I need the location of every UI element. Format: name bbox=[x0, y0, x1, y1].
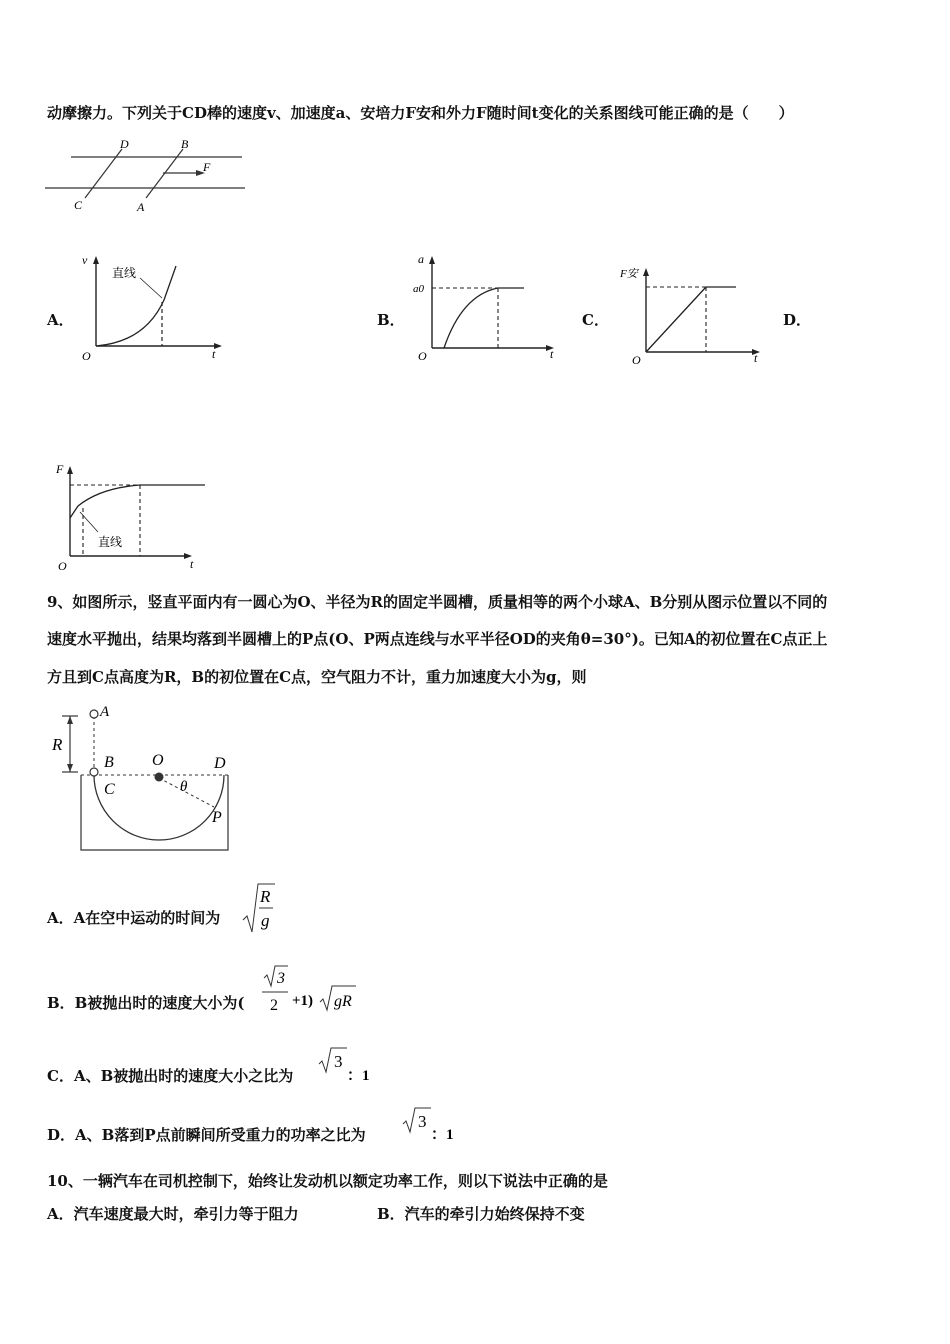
graph-b-a0-label: a0 bbox=[413, 283, 424, 295]
option-b-plus-one: +1) bbox=[292, 993, 314, 1009]
rail-label-b: B bbox=[181, 137, 189, 151]
fig-label-d: D bbox=[214, 755, 226, 772]
q10-stem: 10、一辆汽车在司机控制下，始终让发动机以额定功率工作，则以下说法中正确的是 bbox=[47, 1172, 608, 1190]
option-b-radicand: gR bbox=[334, 993, 352, 1010]
option-a-numerator: R bbox=[260, 887, 271, 906]
graph-a bbox=[80, 250, 230, 365]
option-d-radicand: 3 bbox=[418, 1112, 427, 1131]
graph-b-y-label: a bbox=[418, 252, 424, 266]
q8-option-b-label[interactable]: B． bbox=[377, 311, 405, 329]
rail-label-d: D bbox=[120, 137, 129, 151]
q10-option-b[interactable]: B．汽车的牵引力始终保持不变 bbox=[377, 1205, 585, 1223]
fig-label-a: A bbox=[100, 704, 110, 720]
graph-b-origin: O bbox=[418, 349, 427, 363]
rail-label-c: C bbox=[74, 198, 83, 212]
graph-a-x-label: t bbox=[212, 347, 216, 361]
q9-stem-line1: 9、如图所示，竖直平面内有一圆心为O、半径为R的固定半圆槽，质量相等的两个小球A、B分别从图示位置以不同的 bbox=[47, 593, 828, 611]
graph-c-x-label: t bbox=[754, 351, 758, 365]
graph-a-origin: O bbox=[82, 349, 91, 363]
semicircle-groove-diagram bbox=[48, 700, 238, 855]
q8-option-a-label[interactable]: A． bbox=[47, 311, 74, 329]
fig-label-o: O bbox=[152, 752, 164, 769]
q8-stem: 动摩擦力。下列关于CD棒的速度v、加速度a、安培力F安和外力F随时间t变化的关系图线可能正确的是（ ） bbox=[47, 104, 794, 122]
rail-label-a: A bbox=[137, 200, 145, 214]
option-b-denominator: 2 bbox=[270, 997, 278, 1014]
graph-c-origin: O bbox=[632, 353, 641, 367]
q9-option-b[interactable]: B．B被抛出时的速度大小为( bbox=[47, 994, 245, 1012]
option-a-sqrt-expression bbox=[241, 880, 277, 938]
q10-option-a[interactable]: A．汽车速度最大时，牵引力等于阻力 bbox=[47, 1205, 299, 1223]
fig-label-b: B bbox=[104, 754, 114, 771]
q9-option-d[interactable]: D．A、B落到P点前瞬间所受重力的功率之比为 bbox=[47, 1126, 366, 1144]
rail-label-f: F bbox=[203, 160, 211, 174]
graph-b bbox=[412, 250, 562, 365]
q9-option-c[interactable]: C．A、B被抛出时的速度大小之比为 bbox=[47, 1067, 294, 1085]
option-d-ratio-tail: ：1 bbox=[431, 1127, 454, 1143]
graph-b-x-label: t bbox=[550, 347, 554, 361]
fig-label-p: P bbox=[212, 809, 222, 826]
graph-d bbox=[50, 460, 210, 575]
rails-diagram bbox=[45, 135, 245, 215]
graph-a-note: 直线 bbox=[112, 266, 137, 280]
option-b-fraction-expression bbox=[258, 962, 368, 1022]
graph-d-note: 直线 bbox=[98, 535, 123, 549]
option-d-ratio-expression bbox=[401, 1106, 471, 1146]
fig-label-r: R bbox=[52, 735, 63, 754]
q8-option-d-label[interactable]: D． bbox=[783, 311, 812, 329]
fig-label-c: C bbox=[104, 781, 115, 798]
graph-c bbox=[618, 262, 768, 372]
option-c-ratio-tail: ：1 bbox=[347, 1068, 370, 1084]
q9-stem-line2: 速度水平抛出，结果均落到半圆槽上的P点(O、P两点连线与水平半径OD的夹角θ=30°)。已知A的初位置在C点正上 bbox=[47, 630, 828, 648]
q8-option-c-label[interactable]: C． bbox=[582, 311, 609, 329]
graph-a-y-label: v bbox=[82, 253, 88, 267]
option-c-radicand: 3 bbox=[334, 1052, 343, 1071]
graph-d-origin: O bbox=[58, 559, 67, 573]
q9-stem-line3: 方且到C点高度为R，B的初位置在C点，空气阻力不计，重力加速度大小为g，则 bbox=[47, 668, 587, 686]
graph-d-y-label: F bbox=[56, 462, 64, 476]
option-c-ratio-expression bbox=[317, 1046, 387, 1086]
graph-d-x-label: t bbox=[190, 557, 194, 571]
fig-label-theta: θ bbox=[180, 779, 188, 795]
graph-c-y-label: F安 bbox=[620, 268, 638, 280]
q9-option-a[interactable]: A．A在空中运动的时间为 bbox=[47, 909, 221, 927]
option-b-sqrt-radicand: 3 bbox=[277, 970, 285, 987]
option-a-denominator: g bbox=[261, 911, 270, 930]
